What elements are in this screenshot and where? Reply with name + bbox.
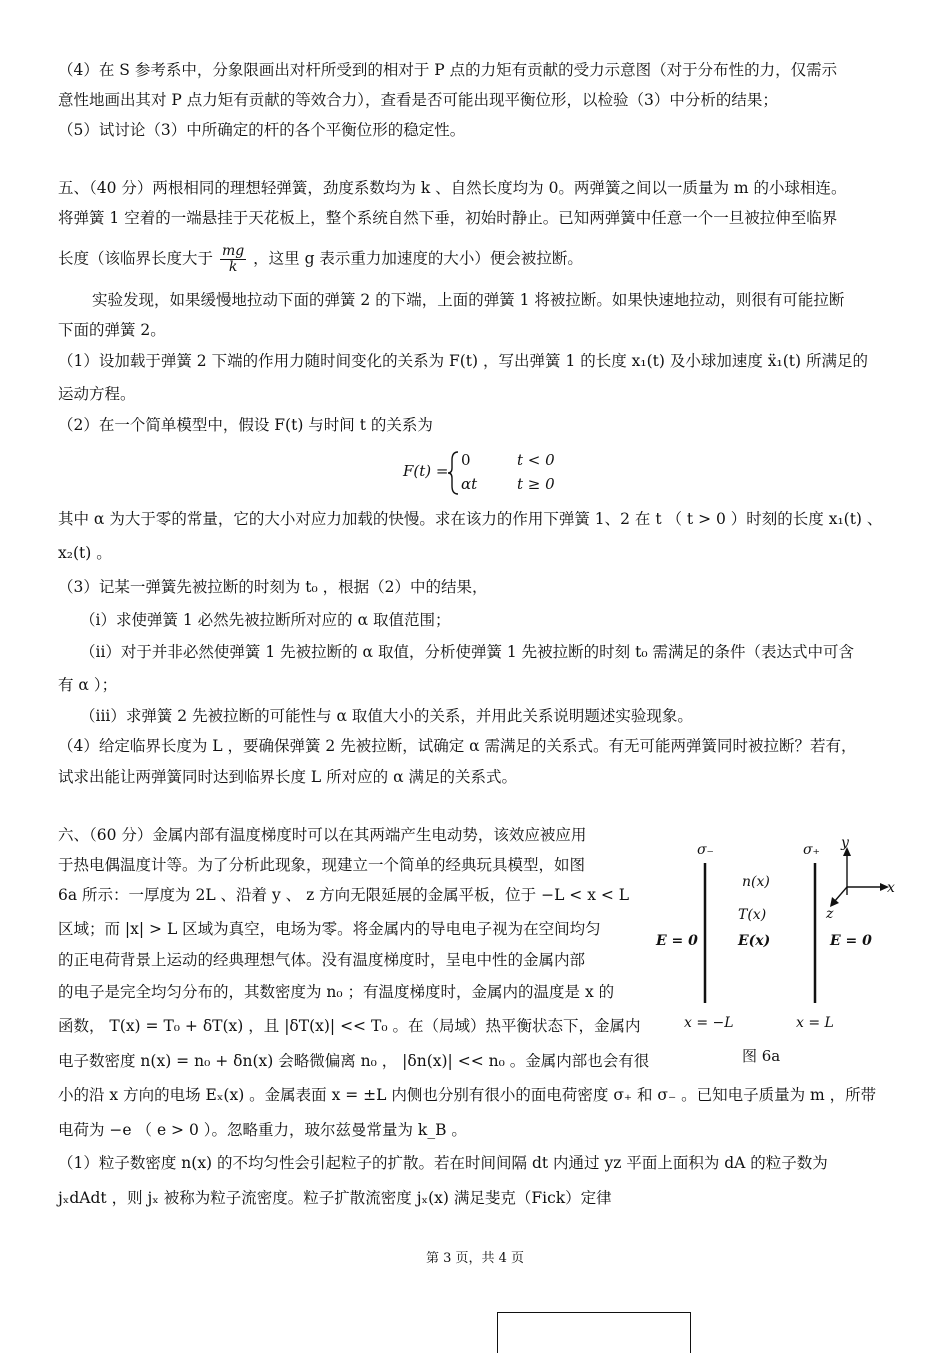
text-line-22: 于热电偶温度计等。为了分析此现象，现建立一个简单的经典玩具模型，如图 [58,856,586,874]
text-line-31: （1）粒子数密度 n(x) 的不均匀性会引起粒子的扩散。若在时间间隔 dt 内通过 yz 平面上面积为 dA 的粒子数为 [58,1154,828,1172]
answer-box [497,1312,691,1353]
fraction-numerator: mg [221,243,245,259]
x-minus-L-label: x = −L [684,1015,734,1031]
text-line-25: 的正电荷背景上运动的经典理想气体。没有温度梯度时，呈电中性的金属内部 [58,951,586,969]
field-right-label: E = 0 [830,933,872,949]
text-line-4: 五、（40 分）两根相同的理想轻弹簧，劲度系数均为 k 、自然长度均为 0。两弹簧之间以一质量为 m 的小球相连。 [58,179,847,197]
piecewise-case2-condition: t ≥ 0 [517,475,555,493]
text-line-24: 区域；而 |x| > L 区域为真空，电场为零。将金属内的导电电子视为在空间均匀 [58,920,601,938]
text-line-26: 的电子是完全均匀分布的，其数密度为 n₀ ；有温度梯度时，金属内的温度是 x 的 [58,983,615,1001]
text-line-1: （4）在 S 参考系中，分象限画出对杆所受到的相对于 P 点的力矩有贡献的受力示意图（对于分布性的力，仅需示 [58,61,838,79]
left-brace-icon [447,450,461,496]
piecewise-case1-value: 0 [461,451,471,469]
text-line-5: 将弹簧 1 空着的一端悬挂于天花板上，整个系统自然下垂，初始时静止。已知两弹簧中任意一个一旦被拉伸至临界 [58,209,838,227]
text-line-9: （1）设加载于弹簧 2 下端的作用力随时间变化的关系为 F(t) ，写出弹簧 1 的长度 x₁(t) 及小球加速度 ẍ₁(t) 所满足的 [58,352,868,370]
fraction-mg-over-k [220,244,246,275]
field-left-label: E = 0 [656,933,698,949]
text-line-20: 试求出能让两弹簧同时达到临界长度 L 所对应的 α 满足的关系式。 [58,768,517,786]
text-line-29: 小的沿 x 方向的电场 Eₓ(x) 。金属表面 x = ±L 内侧也分别有很小的面电荷密度 σ₊ 和 σ₋ 。已知电子质量为 m ，所带 [58,1086,877,1104]
temperature-label: T(x) [738,907,767,923]
text-line-16: （ii）对于并非必然使弹簧 1 先被拉断的 α 取值，分析使弹簧 1 先被拉断的时刻 t₀ 需满足的条件（表达式中可含 [80,643,854,661]
text-line-13: x₂(t) 。 [58,544,112,562]
page-footer: 第 3 页，共 4 页 [425,1251,525,1266]
text-line-23: 6a 所示：一厚度为 2L 、沿着 y 、 z 方向无限延展的金属平板，位于 −L < x < L [58,886,630,904]
y-axis-label: y [841,835,849,851]
text-line-8: 下面的弹簧 2。 [58,321,166,339]
text-line-15: （i）求使弹簧 1 必然先被拉断所对应的 α 取值范围； [80,611,451,629]
text-line-2: 意性地画出其对 P 点力矩有贡献的等效合力），查看是否可能出现平衡位形，以检验（3）中分析的结果； [58,91,778,109]
sigma-plus-label: σ₊ [803,842,820,858]
text-line-21: 六、（60 分）金属内部有温度梯度时可以在其两端产生电动势，该效应被应用 [58,826,587,844]
text-line-32: jₓdAdt ，则 jₓ 被称为粒子流密度。粒子扩散流密度 jₓ(x) 满足斐克（Fick）定律 [58,1189,612,1207]
density-label: n(x) [742,874,770,890]
field-inner-label: E(x) [738,933,771,949]
figure-caption: 图 6a [742,1047,781,1065]
z-axis-label: z [826,906,834,922]
text-line-28: 电子数密度 n(x) = n₀ + δn(x) 会略微偏离 n₀ ， |δn(x)| << n₀ 。金属内部也会有很 [58,1052,650,1070]
x-plus-L-label: x = L [796,1015,834,1031]
piecewise-lhs: F(t) = [403,462,449,480]
text-line-3: （5）试讨论（3）中所确定的杆的各个平衡位形的稳定性。 [58,121,466,139]
text-line-19: （4）给定临界长度为 L ，要确保弹簧 2 先被拉断，试确定 α 需满足的关系式。有无可能两弹簧同时被拉断？若有， [58,737,857,755]
piecewise-case1-condition: t < 0 [517,451,555,469]
z-axis-line [834,887,847,902]
text-line-7: 实验发现，如果缓慢地拉动下面的弹簧 2 的下端，上面的弹簧 1 将被拉断。如果快速地拉动，则很有可能拉断 [92,291,845,309]
sigma-minus-label: σ₋ [697,842,714,858]
text-line-30: 电荷为 −e （ e > 0 ）。忽略重力，玻尔兹曼常量为 k_B 。 [58,1121,467,1139]
x-axis-label: x [887,880,895,896]
text-line-10: 运动方程。 [58,385,136,403]
text-line-17: 有 α ）； [58,676,118,694]
piecewise-case2-value: αt [461,475,478,493]
fraction-denominator: k [228,259,238,275]
text-line-27: 函数， T(x) = T₀ + δT(x) ，且 |δT(x)| << T₀ 。在（局域）热平衡状态下，金属内 [58,1017,641,1035]
text-line-11: （2）在一个简单模型中，假设 F(t) 与时间 t 的关系为 [58,416,433,434]
text-line-6a: 长度（该临界长度大于 [58,249,214,268]
text-line-6 [58,244,583,275]
text-line-14: （3）记某一弹簧先被拉断的时刻为 t₀ ，根据（2）中的结果， [58,578,488,596]
text-line-6b: ，这里 g 表示重力加速度的大小）便会被拉断。 [253,249,583,268]
text-line-12: 其中 α 为大于零的常量，它的大小对应力加载的快慢。求在该力的作用下弹簧 1、2 在 t （ t > 0 ）时刻的长度 x₁(t) 、 [58,510,883,528]
text-line-18: （iii）求弹簧 2 先被拉断的可能性与 α 取值大小的关系，并用此关系说明题述实验现象。 [80,707,693,725]
